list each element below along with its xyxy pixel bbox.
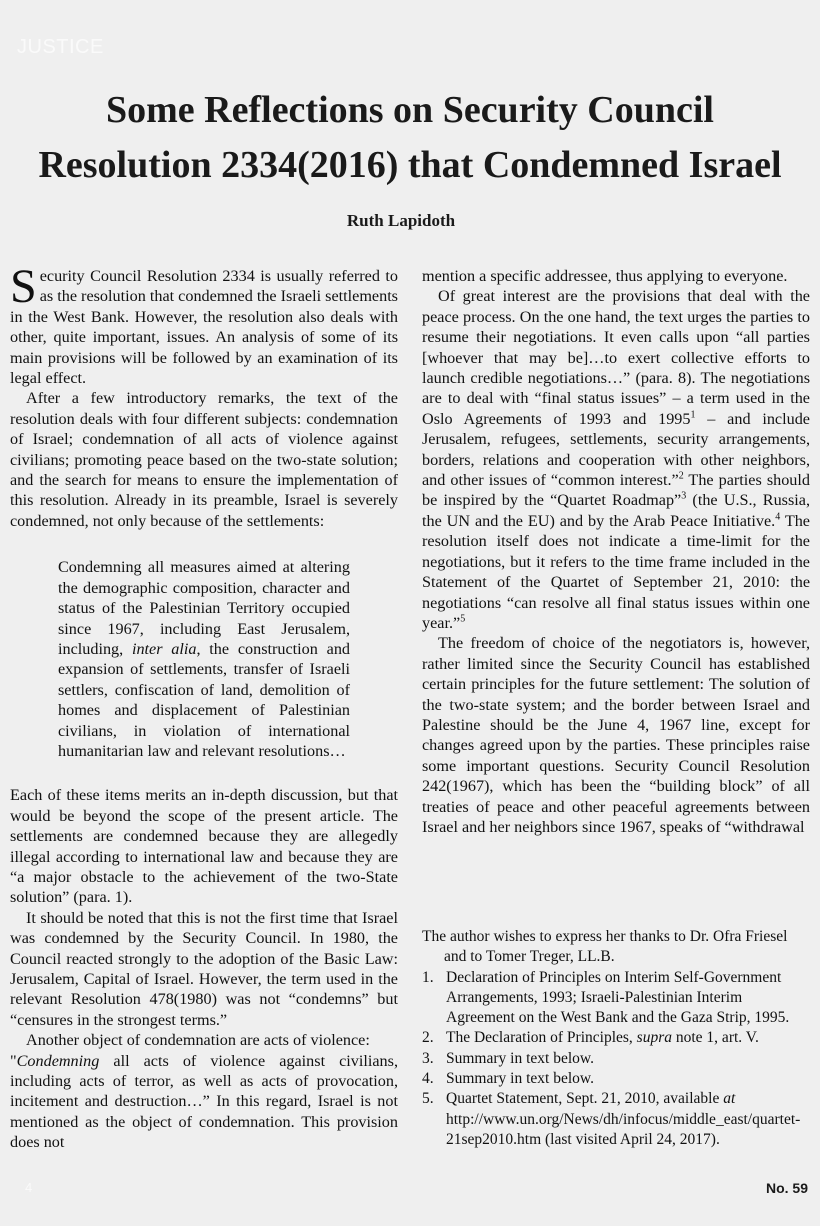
footnote-item: 5. Quartet Statement, Sept. 21, 2010, available at http://www.un.org/News/dh/infocus/middle_east/quartet-21sep2010.htm (last visited April 24, 2017).	[422, 1090, 801, 1148]
left-column	[10, 260, 398, 1153]
footnote-list	[422, 968, 810, 1151]
paragraph: After a few introductory remarks, the text of the resolution deals with four different subjects: condemnation of Israel; condemnation of all acts of violence against civilians; promoting peace based on the two-state solution; and the search for means to ensure the implementation of this resolution. Already in its preamble, Israel is severely condemned, not only because of the settlements:	[10, 389, 398, 530]
footnote-ref[interactable]: 1	[690, 409, 696, 421]
paragraph: The freedom of choice of the negotiators is, however, rather limited since the Security Council has established certain principles for the future settlement: The solution of the two-state system; and the border between Israel and Palestine should be the June 4, 1967 line, except for changes agreed upon by the parties. These principles raise some important questions. Security Council Resolution 242(1967), which has been the “building block” of all treaties of peace and other peaceful agreements between Israel and her neighbors since 1967, speaks of “withdrawal	[422, 634, 810, 836]
footnote-item: 2. The Declaration of Principles, supra note 1, art. V.	[422, 1029, 759, 1047]
paragraph: mention a specific addressee, thus applying to everyone.	[422, 267, 788, 285]
footnote-item: 4. Summary in text below.	[422, 1070, 594, 1088]
footnote-ref[interactable]: 4	[775, 511, 781, 523]
paragraph: It should be noted that this is not the first time that Israel was condemned by the Security Council. In 1980, the Council reacted strongly to the adoption of the Basic Law: Jerusalem, Capital of Israel. However, the term used in the relevant Resolution 478(1980) was not “condemns” but “censures in the strongest terms.”	[10, 908, 398, 1029]
paragraph: Each of these items merits an in-depth discussion, but that would be beyond the scope of the present article. The settlements are condemned because they are allegedly illegal according to international law and because they are “a major obstacle to the achievement of the two-State solution” (para. 1).	[10, 786, 398, 907]
paragraph: Another object of condemnation are acts of violence:	[26, 1031, 370, 1050]
footnotes	[422, 927, 810, 1150]
block-quote: Condemning all measures aimed at altering the demographic composition, character and status of the Palestinian Territory occupied since 1967, including East Jerusalem, including, inter alia, the construction and expansion of settlements, transfer of Israeli settlers, confiscation of land, demolition of homes and displacement of Palestinian civilians, in violation of international humanitarian law and relevant resolutions…	[58, 558, 351, 760]
issue-number: No. 59	[765, 1180, 808, 1196]
right-column	[422, 266, 810, 837]
paragraph: Security Council Resolution 2334 is usually referred to as the resolution that condemned the Israeli settlements in the West Bank. However, the resolution also deals with other, quite important, issues. An analysis of some of its main provisions will be followed by an examination of its legal effect.	[10, 260, 398, 388]
page-number: 4	[25, 1180, 33, 1195]
footnote-link[interactable]: http://www.un.org/News/dh/infocus/middle_east/quartet-21sep2010.htm (last visited April 24, 2017).	[446, 1110, 801, 1148]
footnote-item: 1. Declaration of Principles on Interim Self-Government Arrangements, 1993; Israeli-Palestinian Interim Agreement on the West Bank and the Gaza Strip, 1995.	[422, 968, 790, 1027]
footnote-ref[interactable]: 3	[681, 491, 687, 503]
article-title	[0, 83, 820, 193]
drop-cap: S	[10, 260, 37, 313]
title-line-1: Some Reflections on Security Council	[106, 89, 714, 131]
title-line-2: Resolution 2334(2016) that Condemned Israel	[38, 144, 782, 186]
footnote-item: 3. Summary in text below.	[422, 1049, 594, 1067]
paragraph: "Condemning all acts of violence against civilians, including acts of terror, as well as acts of provocation, incitement and destruction…” In this regard, Israel is not mentioned as the object of condemnation. This provision does not	[10, 1051, 398, 1152]
footnote-ref[interactable]: 2	[678, 470, 684, 482]
section-tag: JUSTICE	[17, 36, 104, 58]
author-byline: Ruth Lapidoth	[346, 211, 456, 230]
footnote-ref[interactable]: 5	[460, 613, 466, 625]
acknowledgement-note: The author wishes to express her thanks to Dr. Ofra Friesel and to Tomer Treger, LL.B.	[422, 928, 788, 966]
paragraph: Of great interest are the provisions that deal with the peace process. On the one hand, the text urges the parties to resume their negotiations. It even calls upon “all parties [whoever that may be]…to exert collective efforts to launch credible negotiations…” (para. 8). The negotiations are to deal with “final status issues” – a term used in the Oslo Agreements of 1993 and 1995$^1$ – and include Jerusalem, refugees, settlements, security arrangements, borders, relations and cooperation with other neighbors, and other issues of “common interest.”$^2$ The parties should be inspired by the “Quartet Roadmap”$^3$ (the U.S., Russia, the UN and the EU) and by the Arab Peace Initiative.$^4$ The resolution itself does not indicate a time-limit for the negotiations, but it refers to the time frame included in the Statement of the Quartet of September 21, 2010: the negotiations “can resolve all final status issues within one year.”$^5$	[422, 287, 811, 632]
